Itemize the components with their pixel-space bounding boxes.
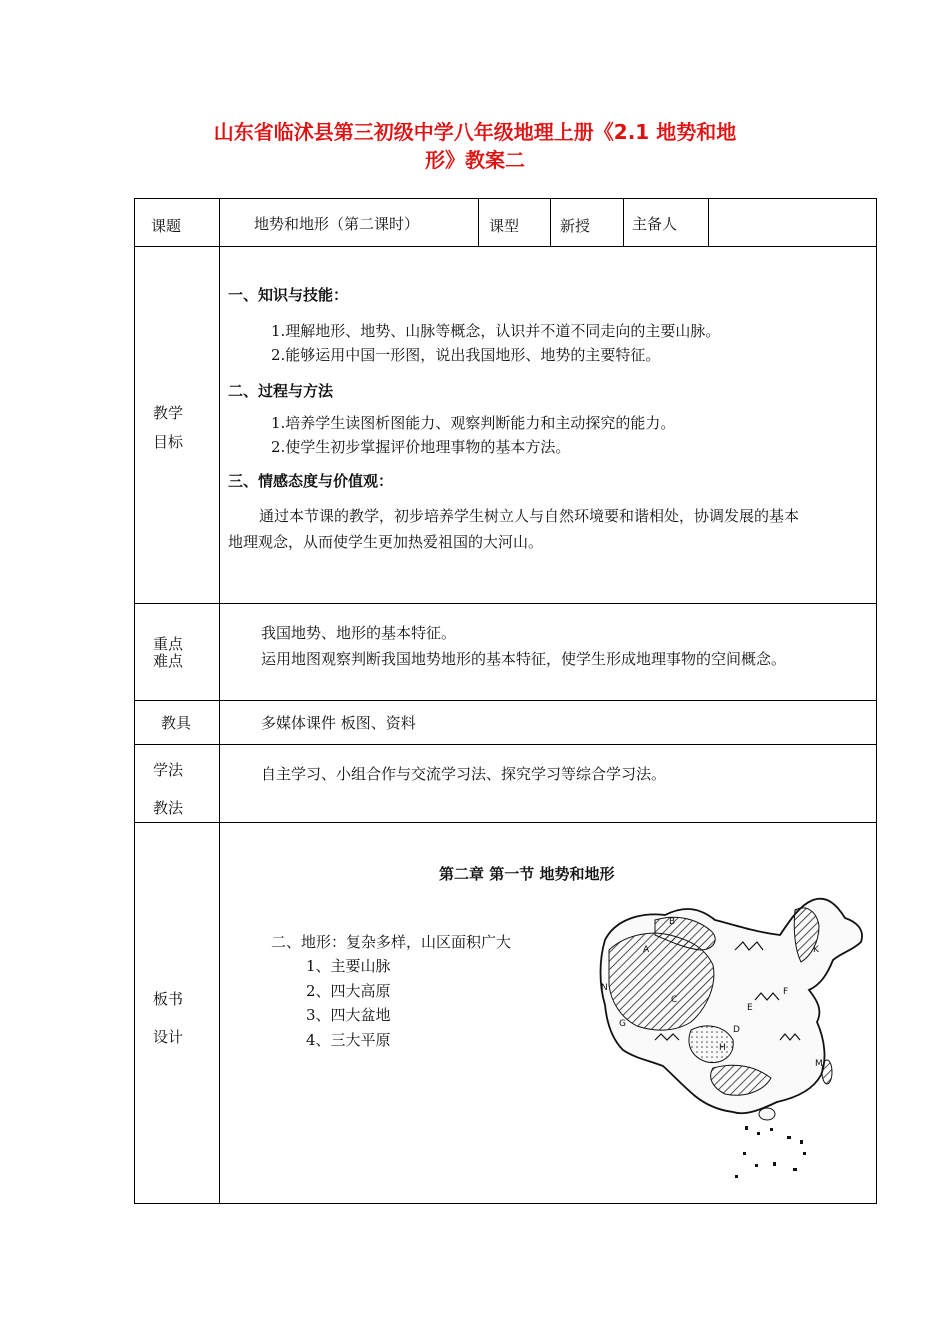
map-label-n: N	[601, 983, 608, 993]
board-item: 2、四大高原	[306, 982, 391, 1000]
teaching-aids-value: 多媒体课件 板图、资料	[261, 714, 416, 732]
topic-value: 地势和地形（第二课时）	[254, 215, 420, 233]
key-points-label-1: 重点	[153, 635, 184, 653]
row-divider	[134, 822, 877, 823]
hainan-island	[759, 1108, 775, 1120]
lesson-type-value: 新授	[560, 217, 591, 235]
objective-item: 1.理解地形、地势、山脉等概念，认识并不道不同走向的主要山脉。	[271, 322, 721, 340]
topic-label: 课题	[151, 217, 182, 235]
methods-value: 自主学习、小组合作与交流学习法、探究学习等综合学习法。	[261, 765, 667, 783]
board-item: 3、四大盆地	[306, 1006, 391, 1024]
row-divider	[134, 603, 877, 604]
map-label-f: F	[783, 987, 789, 997]
objective-item: 2.能够运用中国一形图，说出我国地形、地势的主要特征。	[271, 346, 661, 364]
map-label-g: G	[619, 1019, 626, 1029]
board-design-label-1: 板书	[153, 990, 184, 1008]
header-divider	[550, 198, 551, 246]
values-text-line-2: 地理观念，从而使学生更加热爱祖国的大河山。	[228, 533, 544, 551]
row-divider	[134, 700, 877, 701]
table-border-top	[134, 198, 877, 199]
south-sea-islands	[735, 1126, 806, 1178]
board-item: 4、三大平原	[306, 1031, 391, 1049]
lesson-type-label: 课型	[489, 217, 520, 235]
title-line-2: 形》教案二	[425, 148, 525, 172]
preparer-label: 主备人	[632, 215, 678, 233]
objectives-label-1: 教学	[153, 404, 184, 422]
board-heading: 第二章 第一节 地势和地形	[439, 865, 615, 883]
table-border-left	[134, 198, 135, 1204]
process-methods-heading: 二、过程与方法	[228, 382, 334, 400]
key-point-text: 我国地势、地形的基本特征。	[261, 624, 457, 642]
values-text-line-1: 通过本节课的教学，初步培养学生树立人与自然环境要和谐相处，协调发展的基本	[259, 507, 800, 525]
row-divider	[134, 246, 877, 247]
board-design-label-2: 设计	[153, 1028, 184, 1046]
map-label-e: E	[747, 1003, 753, 1013]
table-border-bottom	[134, 1203, 877, 1204]
values-heading: 三、情感态度与价值观：	[228, 472, 394, 490]
methods-label-2: 教法	[153, 799, 184, 817]
methods-label-1: 学法	[153, 761, 184, 779]
china-terrain-map	[595, 890, 870, 1185]
map-label-b: B	[669, 917, 676, 927]
knowledge-skills-heading: 一、知识与技能：	[228, 286, 349, 304]
map-label-h: H	[719, 1043, 726, 1053]
map-label-d: D	[733, 1025, 740, 1035]
document-title	[0, 118, 950, 174]
board-item: 1、主要山脉	[306, 957, 391, 975]
header-divider	[708, 198, 709, 246]
difficulty-text: 运用地图观察判断我国地势地形的基本特征，使学生形成地理事物的空间概念。	[261, 650, 787, 668]
taiwan-island	[822, 1060, 832, 1084]
map-label-c: C	[671, 995, 678, 1005]
label-column-divider	[219, 198, 220, 1204]
map-label-a: A	[643, 945, 650, 955]
map-label-m: M	[815, 1059, 823, 1069]
key-points-label-2: 难点	[153, 652, 184, 670]
header-divider	[623, 198, 624, 246]
table-border-right	[876, 198, 877, 1204]
teaching-aids-label: 教具	[161, 714, 192, 732]
objective-item: 1.培养学生读图析图能力、观察判断能力和主动探究的能力。	[271, 414, 676, 432]
title-line-1: 山东省临沭县第三初级中学八年级地理上册《2.1 地势和地	[213, 120, 737, 144]
row-divider	[134, 744, 877, 745]
map-label-k: K	[813, 945, 819, 955]
header-divider	[478, 198, 479, 246]
objectives-label-2: 目标	[153, 433, 184, 451]
board-subheading: 二、地形：复杂多样，山区面积广大	[271, 933, 512, 951]
objective-item: 2.使学生初步掌握评价地理事物的基本方法。	[271, 438, 571, 456]
